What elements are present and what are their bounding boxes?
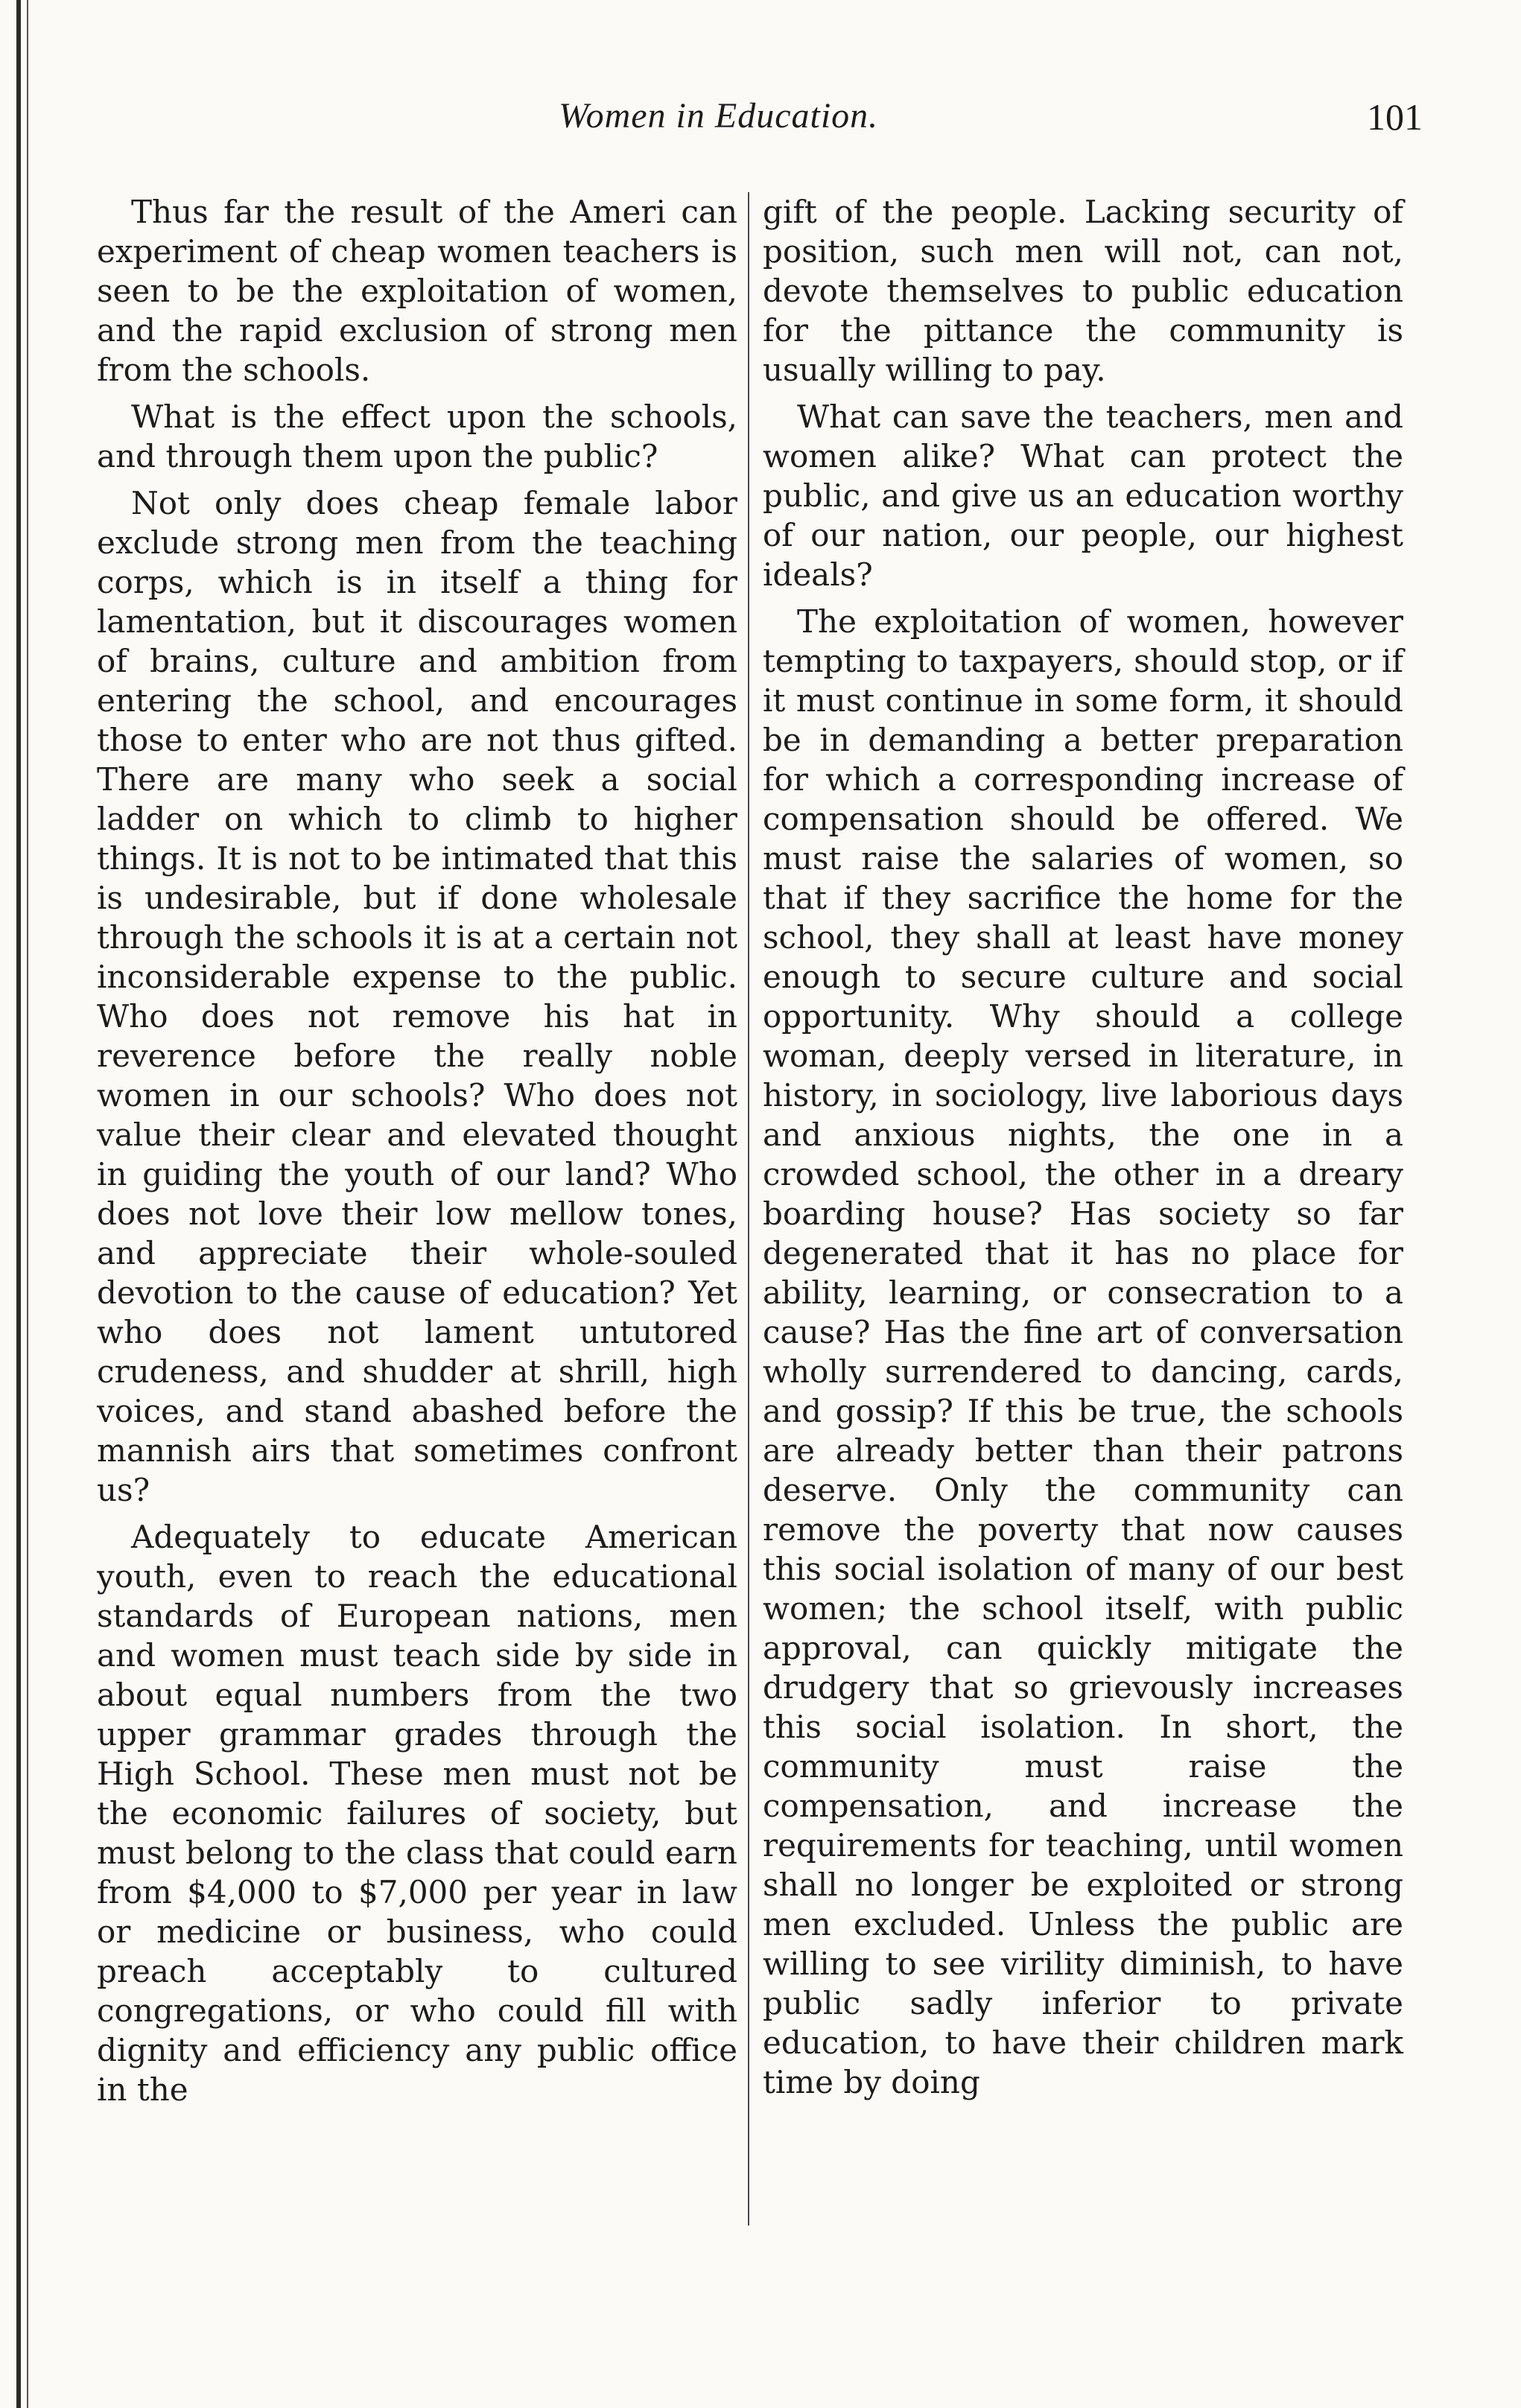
left-paragraph-2: What is the effect upon the schools, and through them upon the public? [97,398,737,474]
left-column [97,192,737,2117]
gutter-edge-line [16,0,21,2408]
right-paragraph-2: What can save the teachers, men and women alike? What can protect the public, and give us an education worthy of our nation, our people, our highest ideals? [763,398,1403,593]
binding-gutter [0,0,52,2408]
right-paragraph-1: gift of the people. Lacking security of position, such men will not, can not, devote themselves to public education for the pittance the community is usually willing to pay. [763,194,1403,388]
page-header [142,95,1423,147]
column-divider [748,192,749,2226]
right-paragraph-3: The exploitation of women, however tempting to taxpayers, should stop, or if it must continue in some form, it should be in demanding a better preparation for which a corresponding increase of compensation should be offered. We must raise the salaries of women, so that if they sacrifice the home for the school, they shall at least have money enough to secure culture and social opportunity. Why should a college woman, deeply versed in literature, in history, in sociology, live laborious days and anxious nights, the one in a crowded school, the other in a dreary boarding house? Has society so far degenerated that it has no place for ability, learning, or consecration to a cause? Has the fine art of conversation wholly surrendered to dancing, cards, and gossip? If this be true, the schools are already better than their patrons deserve. Only the community can remove the poverty that now causes this social isolation of many of our best women; the school itself, with public approval, can quickly mitigate the drudgery that so grievously increases this social isolation. In short, the community must raise the compensation, and increase the requirements for teaching, until women shall no longer be exploited or strong men excluded. Unless the public are willing to see virility diminish, to have public sadly inferior to private education, to have their children mark time by doing [763,603,1403,2100]
text-columns [97,192,1423,2248]
running-title: Women in Education. [559,96,879,136]
right-column [763,192,1403,2109]
gutter-inner-line [27,0,28,2408]
left-paragraph-4: Adequately to educate American youth, even to reach the educational standards of European nations, men and women must teach side by side in about equal numbers from the two upper grammar grades through the High School. These men must not be the economic failures of society, but must belong to the class that could earn from $4,000 to $7,000 per year in law or medicine or business, who could preach acceptably to cultured congregations, or who could fill with dignity and efficiency any public office in the [97,1519,737,2108]
left-paragraph-3: Not only does cheap female labor exclude strong men from the teaching corps, which is in itself a thing for lamentation, but it discourages women of brains, culture and ambition from entering the school, and encourages those to enter who are not thus gifted. There are many who seek a social ladder on which to climb to higher things. It is not to be intimated that this is undesirable, but if done wholesale through the schools it is at a certain not inconsiderable expense to the public. Who does not remove his hat in reverence before the really noble women in our schools? Who does not value their clear and elevated thought in guiding the youth of our land? Who does not love their low mellow tones, and appreciate their whole-souled devotion to the cause of education? Yet who does not lament untutored crudeness, and shudder at shrill, high voices, and stand abashed before the mannish airs that sometimes confront us? [97,485,737,1508]
left-paragraph-1: Thus far the result of the Ameri can experiment of cheap women teachers is seen to be the exploitation of women, and the rapid exclusion of strong men from the schools. [97,194,737,388]
page-number: 101 [1367,96,1423,138]
